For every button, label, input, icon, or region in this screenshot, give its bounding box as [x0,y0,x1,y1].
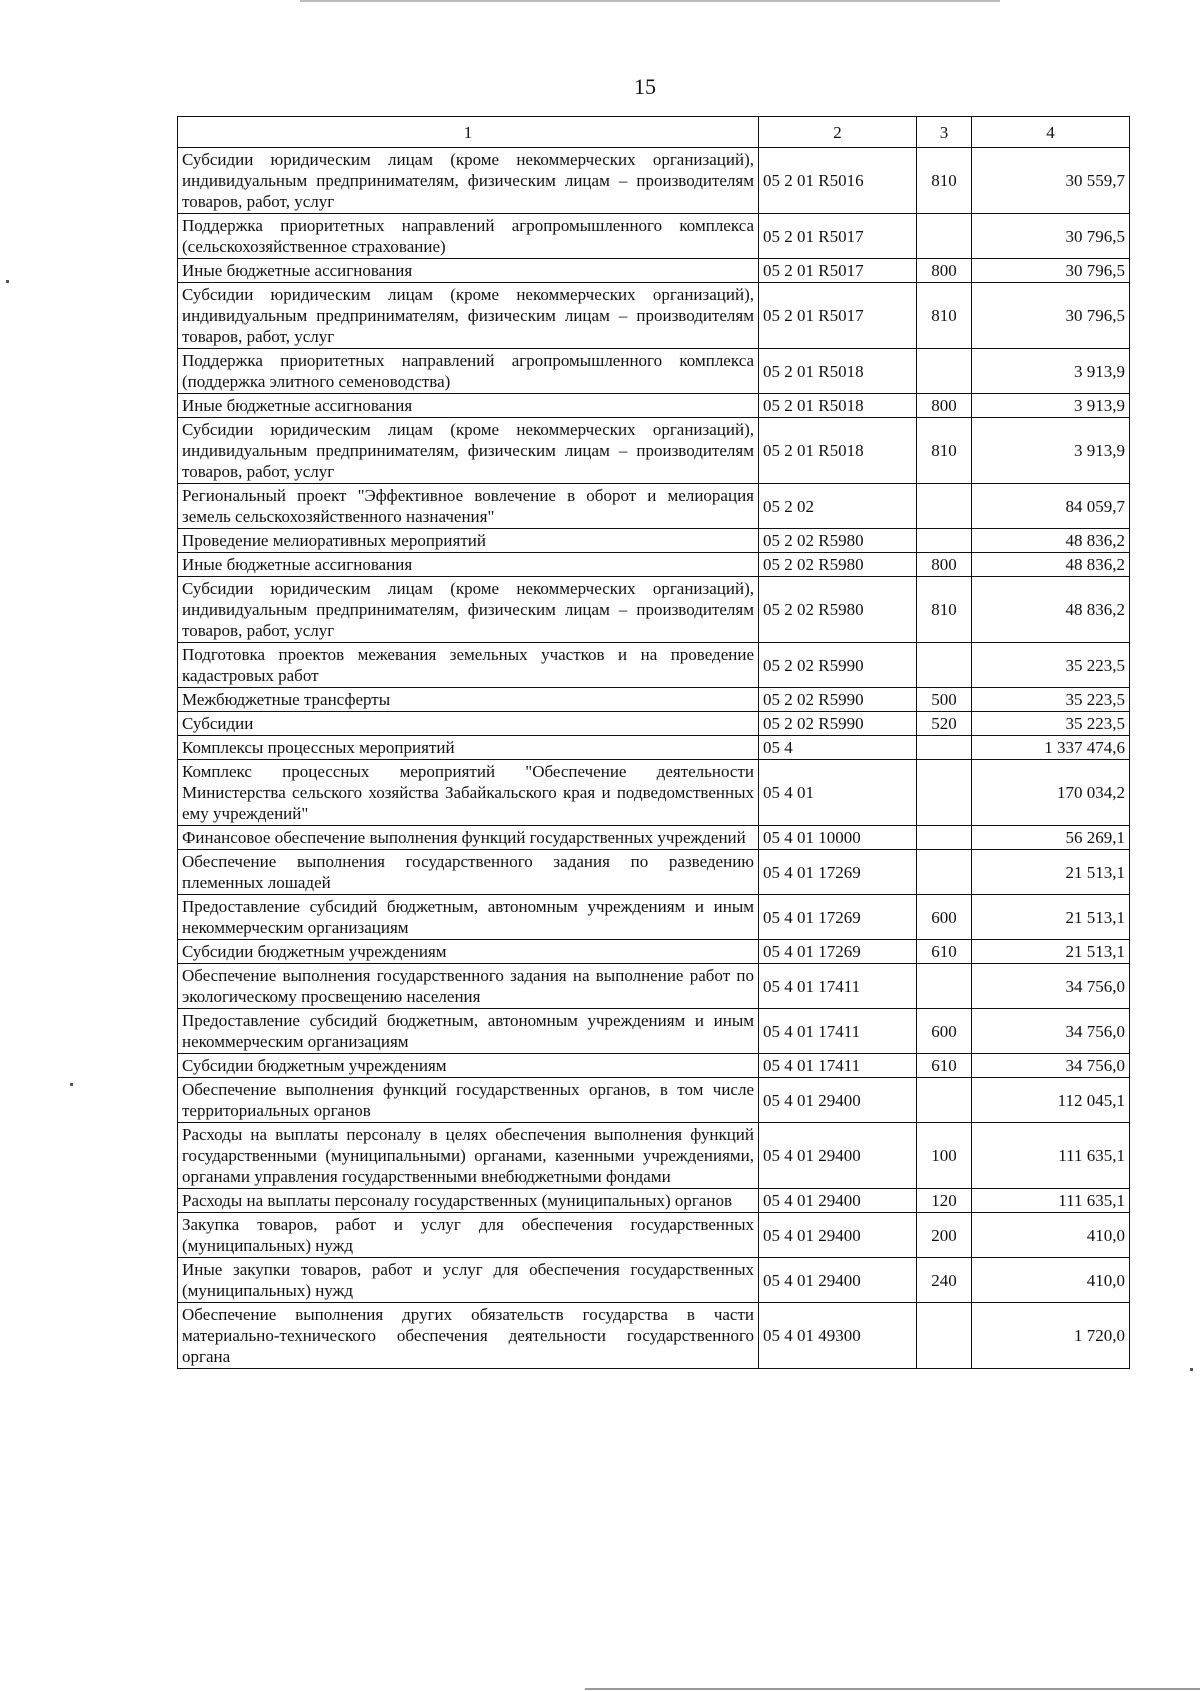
row-vr-cell [917,1303,972,1369]
table-row [178,577,1130,643]
row-amount-cell: 35 223,5 [972,712,1130,736]
row-amount-cell: 111 635,1 [972,1123,1130,1189]
row-name-cell: Обеспечение выполнения функций государственных органов, в том числе территориальных органов [178,1078,759,1123]
row-amount-cell: 84 059,7 [972,484,1130,529]
row-code-cell: 05 4 01 29400 [759,1078,917,1123]
row-name-cell: Субсидии бюджетным учреждениям [178,940,759,964]
row-code-cell: 05 2 01 R5018 [759,349,917,394]
row-name-cell: Предоставление субсидий бюджетным, автономным учреждениям и иным некоммерческим организациям [178,895,759,940]
row-name-cell: Иные закупки товаров, работ и услуг для обеспечения государственных (муниципальных) нужд [178,1258,759,1303]
row-amount-cell: 3 913,9 [972,418,1130,484]
header-cell-name: 1 [178,117,759,148]
row-name-cell: Расходы на выплаты персоналу государственных (муниципальных) органов [178,1189,759,1213]
row-amount-cell: 30 559,7 [972,148,1130,214]
row-name-cell: Региональный проект "Эффективное вовлечение в оборот и мелиорация земель сельскохозяйственного назначения" [178,484,759,529]
table-row [178,736,1130,760]
row-vr-cell [917,760,972,826]
row-code-cell: 05 2 02 R5980 [759,577,917,643]
row-vr-cell: 500 [917,688,972,712]
row-name-cell: Комплекс процессных мероприятий "Обеспечение деятельности Министерства сельского хозяйства Забайкальского края и подведомственных ему учреждений" [178,760,759,826]
row-code-cell: 05 4 01 49300 [759,1303,917,1369]
row-vr-cell: 810 [917,577,972,643]
table-body [178,148,1130,1369]
row-code-cell: 05 2 02 R5990 [759,688,917,712]
row-code-cell: 05 4 01 10000 [759,826,917,850]
row-vr-cell: 600 [917,895,972,940]
table-row [178,1078,1130,1123]
table-row [178,529,1130,553]
row-amount-cell: 48 836,2 [972,553,1130,577]
row-amount-cell: 34 756,0 [972,1054,1130,1078]
row-amount-cell: 111 635,1 [972,1189,1130,1213]
row-vr-cell: 610 [917,1054,972,1078]
table-row [178,1303,1130,1369]
row-code-cell: 05 2 01 R5018 [759,394,917,418]
row-vr-cell: 240 [917,1258,972,1303]
table-row [178,1189,1130,1213]
row-code-cell: 05 4 01 17269 [759,940,917,964]
row-name-cell: Субсидии юридическим лицам (кроме некоммерческих организаций), индивидуальным предпринимателям, физическим лицам – производителям товаров, работ, услуг [178,418,759,484]
table-row [178,259,1130,283]
table-row [178,760,1130,826]
row-name-cell: Финансовое обеспечение выполнения функций государственных учреждений [178,826,759,850]
row-name-cell: Субсидии юридическим лицам (кроме некоммерческих организаций), индивидуальным предпринимателям, физическим лицам – производителям товаров, работ, услуг [178,148,759,214]
row-code-cell: 05 2 02 R5990 [759,643,917,688]
row-code-cell: 05 2 02 R5980 [759,553,917,577]
table-row [178,283,1130,349]
row-vr-cell: 810 [917,283,972,349]
row-amount-cell: 21 513,1 [972,895,1130,940]
row-amount-cell: 30 796,5 [972,214,1130,259]
row-code-cell: 05 2 01 R5017 [759,283,917,349]
header-cell-code: 2 [759,117,917,148]
table-row [178,394,1130,418]
row-name-cell: Иные бюджетные ассигнования [178,553,759,577]
header-row [178,117,1130,148]
row-name-cell: Закупка товаров, работ и услуг для обеспечения государственных (муниципальных) нужд [178,1213,759,1258]
row-code-cell: 05 4 01 29400 [759,1213,917,1258]
row-code-cell: 05 4 01 29400 [759,1189,917,1213]
row-code-cell: 05 2 02 R5980 [759,529,917,553]
row-code-cell: 05 4 01 17411 [759,1009,917,1054]
row-vr-cell [917,643,972,688]
row-name-cell: Комплексы процессных мероприятий [178,736,759,760]
row-name-cell: Проведение мелиоративных мероприятий [178,529,759,553]
row-name-cell: Иные бюджетные ассигнования [178,259,759,283]
row-amount-cell: 35 223,5 [972,643,1130,688]
row-name-cell: Иные бюджетные ассигнования [178,394,759,418]
row-name-cell: Субсидии [178,712,759,736]
table-row [178,895,1130,940]
row-code-cell: 05 4 01 29400 [759,1258,917,1303]
table-row [178,1123,1130,1189]
row-amount-cell: 170 034,2 [972,760,1130,826]
table-row [178,712,1130,736]
table-row [178,1258,1130,1303]
table-row [178,214,1130,259]
row-code-cell: 05 4 01 17411 [759,964,917,1009]
table-row [178,964,1130,1009]
table-row [178,826,1130,850]
row-code-cell: 05 2 01 R5017 [759,259,917,283]
row-code-cell: 05 2 01 R5018 [759,418,917,484]
row-name-cell: Поддержка приоритетных направлений агропромышленного комплекса (сельскохозяйственное страхование) [178,214,759,259]
row-vr-cell [917,850,972,895]
row-vr-cell: 600 [917,1009,972,1054]
row-code-cell: 05 2 01 R5017 [759,214,917,259]
table-row [178,1054,1130,1078]
row-amount-cell: 34 756,0 [972,1009,1130,1054]
table-row [178,643,1130,688]
table-row [178,688,1130,712]
row-vr-cell [917,349,972,394]
row-name-cell: Расходы на выплаты персоналу в целях обеспечения выполнения функций государственными (муниципальными) органами, казенными учреждениями, органами управления государственными внебюджетными фондами [178,1123,759,1189]
row-vr-cell [917,1078,972,1123]
row-name-cell: Субсидии юридическим лицам (кроме некоммерческих организаций), индивидуальным предпринимателям, физическим лицам – производителям товаров, работ, услуг [178,283,759,349]
scan-speck [1190,1368,1193,1371]
row-amount-cell: 21 513,1 [972,850,1130,895]
row-name-cell: Обеспечение выполнения других обязательств государства в части материально-технического обеспечения деятельности государственного органа [178,1303,759,1369]
table-row [178,349,1130,394]
row-amount-cell: 112 045,1 [972,1078,1130,1123]
scan-edge-bottom [585,1688,1200,1690]
row-code-cell: 05 4 01 29400 [759,1123,917,1189]
row-code-cell: 05 2 02 [759,484,917,529]
row-amount-cell: 56 269,1 [972,826,1130,850]
row-vr-cell: 810 [917,148,972,214]
row-code-cell: 05 4 01 17411 [759,1054,917,1078]
row-vr-cell: 200 [917,1213,972,1258]
row-vr-cell [917,529,972,553]
row-name-cell: Субсидии юридическим лицам (кроме некоммерческих организаций), индивидуальным предпринимателям, физическим лицам – производителям товаров, работ, услуг [178,577,759,643]
row-amount-cell: 21 513,1 [972,940,1130,964]
row-vr-cell [917,736,972,760]
budget-table [177,116,1130,1369]
row-amount-cell: 1 720,0 [972,1303,1130,1369]
table-row [178,148,1130,214]
row-vr-cell [917,214,972,259]
row-code-cell: 05 4 01 [759,760,917,826]
table-row [178,850,1130,895]
row-code-cell: 05 4 01 17269 [759,895,917,940]
row-vr-cell: 800 [917,259,972,283]
row-code-cell: 05 2 02 R5990 [759,712,917,736]
scan-speck [6,280,9,283]
row-code-cell: 05 2 01 R5016 [759,148,917,214]
row-amount-cell: 410,0 [972,1258,1130,1303]
row-vr-cell: 610 [917,940,972,964]
row-vr-cell: 120 [917,1189,972,1213]
row-amount-cell: 3 913,9 [972,394,1130,418]
row-vr-cell [917,964,972,1009]
page-number: 15 [634,74,656,99]
scan-speck [70,1083,73,1086]
row-amount-cell: 3 913,9 [972,349,1130,394]
row-vr-cell: 800 [917,394,972,418]
row-amount-cell: 48 836,2 [972,577,1130,643]
table-row [178,940,1130,964]
row-amount-cell: 410,0 [972,1213,1130,1258]
row-amount-cell: 30 796,5 [972,283,1130,349]
row-vr-cell: 520 [917,712,972,736]
table-row [178,553,1130,577]
table-row [178,484,1130,529]
row-name-cell: Подготовка проектов межевания земельных участков и на проведение кадастровых работ [178,643,759,688]
row-vr-cell: 100 [917,1123,972,1189]
row-amount-cell: 1 337 474,6 [972,736,1130,760]
row-vr-cell: 800 [917,553,972,577]
row-amount-cell: 48 836,2 [972,529,1130,553]
row-vr-cell [917,484,972,529]
row-vr-cell: 810 [917,418,972,484]
row-name-cell: Обеспечение выполнения государственного задания на выполнение работ по экологическому просвещению населения [178,964,759,1009]
row-name-cell: Предоставление субсидий бюджетным, автономным учреждениям и иным некоммерческим организациям [178,1009,759,1054]
table-row [178,418,1130,484]
row-amount-cell: 34 756,0 [972,964,1130,1009]
scan-edge-top [300,0,1000,2]
row-name-cell: Субсидии бюджетным учреждениям [178,1054,759,1078]
row-code-cell: 05 4 [759,736,917,760]
row-code-cell: 05 4 01 17269 [759,850,917,895]
row-vr-cell [917,826,972,850]
row-amount-cell: 30 796,5 [972,259,1130,283]
row-amount-cell: 35 223,5 [972,688,1130,712]
row-name-cell: Обеспечение выполнения государственного задания по разведению племенных лошадей [178,850,759,895]
row-name-cell: Межбюджетные трансферты [178,688,759,712]
table-row [178,1213,1130,1258]
header-cell-vr: 3 [917,117,972,148]
header-cell-amount: 4 [972,117,1130,148]
table-row [178,1009,1130,1054]
row-name-cell: Поддержка приоритетных направлений агропромышленного комплекса (поддержка элитного семеноводства) [178,349,759,394]
